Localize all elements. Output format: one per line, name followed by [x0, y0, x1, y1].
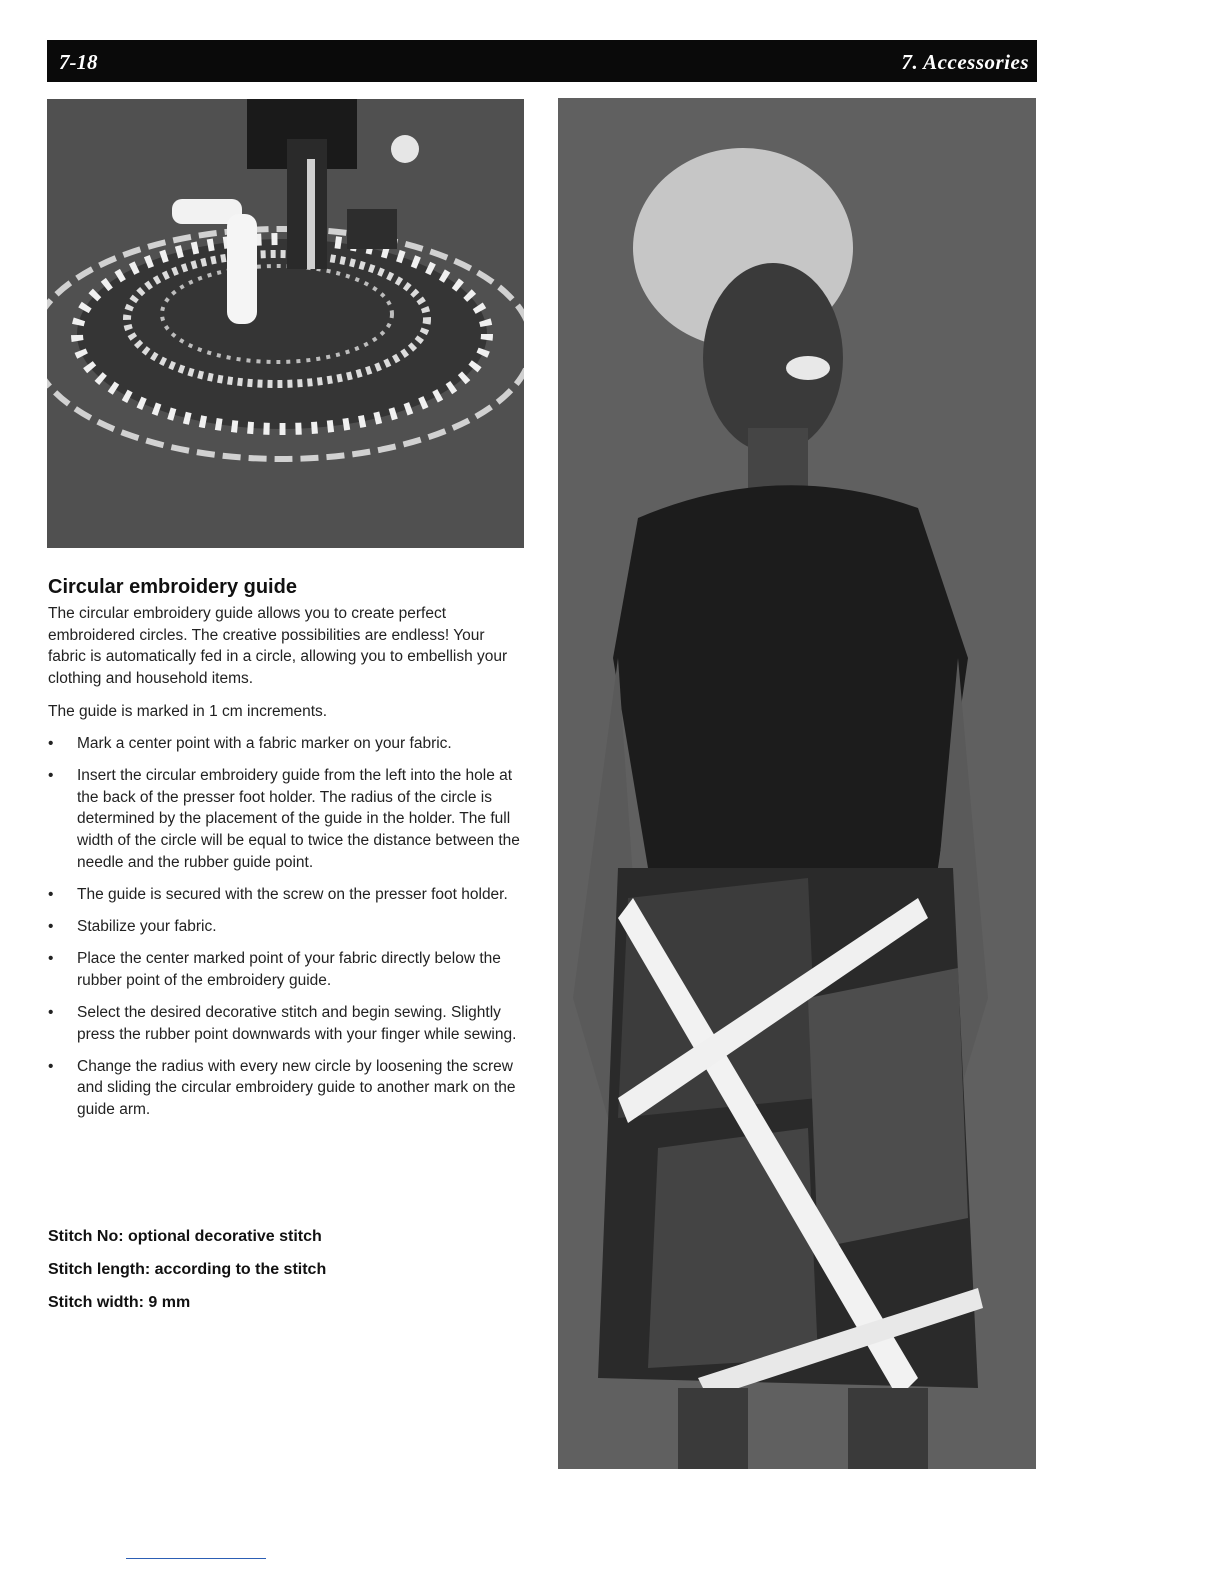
bullet-icon: • — [48, 885, 54, 903]
instruction-steps — [48, 733, 528, 1131]
page-header-bar — [47, 40, 1037, 82]
footer-divider — [126, 1558, 266, 1559]
list-item — [48, 884, 528, 906]
bullet-icon: • — [48, 1003, 54, 1021]
step-text: Change the radius with every new circle by loosening the screw and sliding the circular embroidery guide to another mark on the guide arm. — [77, 1057, 516, 1118]
model-skirt-photo — [558, 98, 1036, 1469]
sewing-machine-photo — [47, 99, 524, 548]
chapter-title: 7. Accessories — [901, 50, 1029, 74]
increments-note: The guide is marked in 1 cm increments. — [48, 703, 328, 720]
list-item — [48, 916, 528, 938]
bullet-icon: • — [48, 917, 54, 935]
list-item — [48, 948, 528, 991]
stitch-number-spec: Stitch No: optional decorative stitch — [48, 1228, 322, 1245]
step-text: Select the desired decorative stitch and begin sewing. Slightly press the rubber point downwards with your finger while sewing. — [77, 1003, 517, 1043]
intro-paragraph: The circular embroidery guide allows you to create perfect embroidered circles. The creative possibilities are endless! Your fabric is automatically fed in a circle, allowing you to embellish your clothing and household items. — [48, 605, 508, 687]
page-number: 7-18 — [59, 50, 98, 74]
bullet-icon: • — [48, 1057, 54, 1075]
list-item — [48, 1056, 528, 1121]
stitch-specs — [48, 1227, 326, 1326]
stitch-width-spec: Stitch width: 9 mm — [48, 1294, 191, 1311]
bullet-icon: • — [48, 950, 54, 968]
list-item — [48, 733, 528, 755]
step-text: The guide is secured with the screw on the presser foot holder. — [77, 885, 508, 903]
stitch-length-spec: Stitch length: according to the stitch — [48, 1261, 327, 1278]
step-text: Stabilize your fabric. — [77, 917, 217, 935]
step-text: Mark a center point with a fabric marker on your fabric. — [77, 735, 452, 752]
step-text: Place the center marked point of your fabric directly below the rubber point of the embroidery guide. — [77, 950, 501, 989]
bullet-icon: • — [48, 767, 54, 785]
step-text: Insert the circular embroidery guide from the left into the hole at the back of the presser foot holder. The radius of the circle is determined by the placement of the guide in the holder. The full width of the circle will be equal to twice the distance between the needle and the rubber guide point. — [77, 767, 520, 871]
bullet-icon: • — [48, 735, 54, 752]
section-title: Circular embroidery guide — [48, 576, 297, 598]
list-item — [48, 765, 528, 873]
list-item — [48, 1002, 528, 1045]
